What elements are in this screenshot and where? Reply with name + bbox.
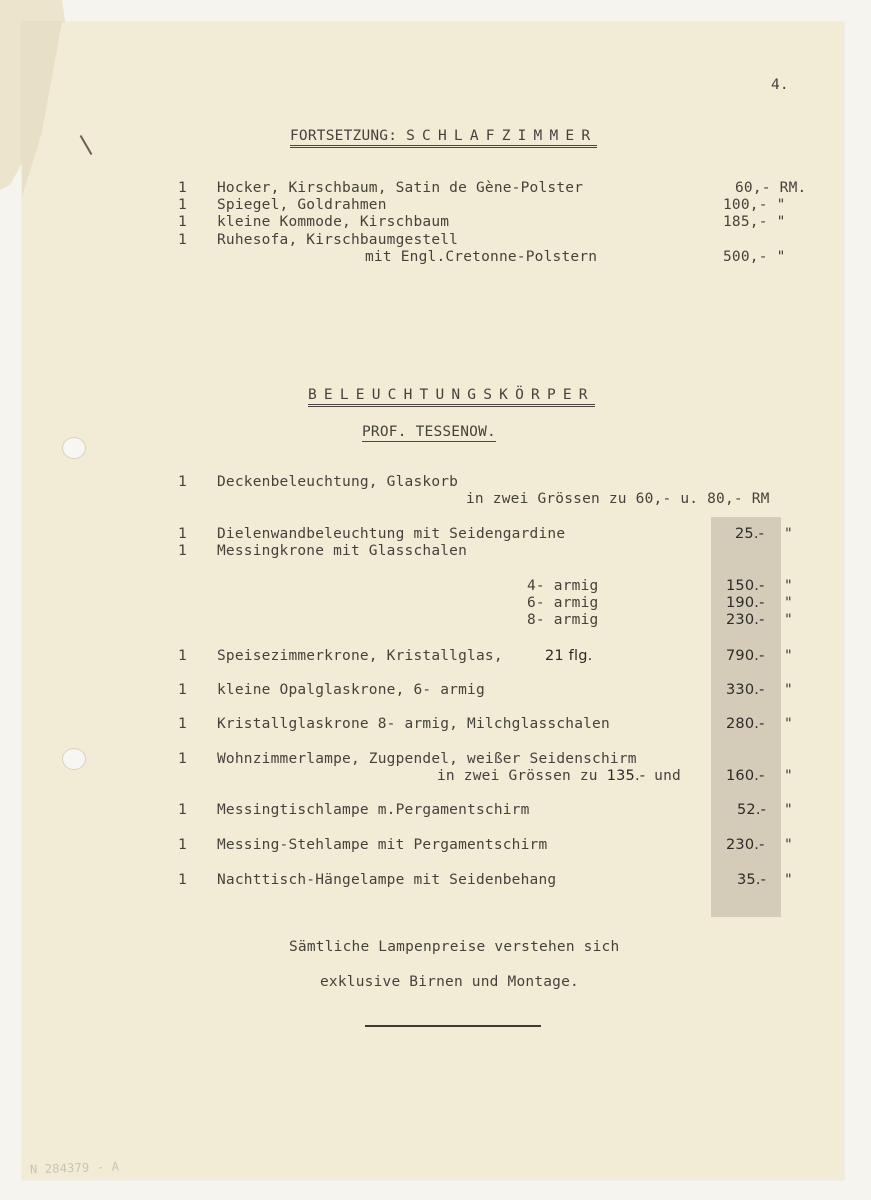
item-qty: 1: [178, 197, 187, 213]
item-price-handwritten: 790.-: [726, 648, 765, 664]
footnote-line-2: exklusive Birnen und Montage.: [320, 974, 579, 990]
punch-hole-bottom: [62, 748, 86, 770]
ink-mark: [80, 135, 93, 155]
item-price: 60,- RM.: [735, 180, 807, 196]
item-price: 100,- ": [723, 197, 786, 213]
item-desc: Hocker, Kirschbaum, Satin de Gène-Polster: [217, 180, 584, 196]
ditto-mark: ": [784, 802, 793, 818]
item-desc: Wohnzimmerlampe, Zugpendel, weißer Seidenschirm: [217, 751, 637, 767]
item-qty: 1: [178, 232, 187, 248]
item-desc: Nachttisch-Hängelampe mit Seidenbehang: [217, 872, 557, 888]
ditto-mark: ": [784, 872, 793, 888]
ditto-mark: ": [784, 578, 793, 594]
item-desc: Ruhesofa, Kirschbaumgestell: [217, 232, 459, 248]
item-qty: 1: [178, 543, 187, 559]
item-qty: 1: [178, 474, 187, 490]
ditto-mark: ": [784, 648, 793, 664]
ditto-mark: ": [784, 768, 793, 784]
item-price-handwritten: 150.-: [726, 578, 765, 594]
variant-label: 6- armig: [527, 595, 599, 611]
item-desc-handwritten: 21 flg.: [545, 648, 593, 664]
item-price-handwritten: 52.-: [737, 802, 767, 818]
variant-label: 4- armig: [527, 578, 599, 594]
section-heading-beleuchtung: BELEUCHTUNGSKÖRPER: [308, 387, 595, 407]
item-price: 500,- ": [723, 249, 786, 265]
item-price-handwritten: 160.-: [726, 768, 765, 784]
item-price: 185,- ": [723, 214, 786, 230]
heading-prefix: FORTSETZUNG:: [290, 128, 398, 144]
item-desc: Deckenbeleuchtung, Glaskorb: [217, 474, 459, 490]
archive-stamp: N 284379 - A: [29, 1159, 120, 1177]
closing-rule: [365, 1025, 541, 1027]
item-desc: Speisezimmerkrone, Kristallglas,: [217, 648, 503, 664]
item-desc-continued: mit Engl.Cretonne-Polstern: [365, 249, 598, 265]
item-qty: 1: [178, 751, 187, 767]
ditto-mark: ": [784, 595, 793, 611]
folded-corner: [22, 22, 82, 202]
footnote-line-1: Sämtliche Lampenpreise verstehen sich: [289, 939, 620, 955]
item-qty: 1: [178, 802, 187, 818]
item-qty: 1: [178, 682, 187, 698]
item-desc: kleine Kommode, Kirschbaum: [217, 214, 450, 230]
variant-label: 8- armig: [527, 612, 599, 628]
ditto-mark: ": [784, 716, 793, 732]
item-qty: 1: [178, 648, 187, 664]
item-qty: 1: [178, 214, 187, 230]
item-desc: Messing-Stehlampe mit Pergamentschirm: [217, 837, 548, 853]
item-price-handwritten: 25.-: [735, 526, 765, 542]
item-price-handwritten: 230.-: [726, 837, 765, 853]
item-desc: Dielenwandbeleuchtung mit Seidengardine: [217, 526, 566, 542]
item-desc: Kristallglaskrone 8- armig, Milchglasschalen: [217, 716, 610, 732]
ditto-mark: ": [784, 837, 793, 853]
item-desc: Spiegel, Goldrahmen: [217, 197, 387, 213]
ditto-mark: ": [784, 526, 793, 542]
item-price-handwritten: 230.-: [726, 612, 765, 628]
item-price-handwritten: 330.-: [726, 682, 765, 698]
ditto-mark: ": [784, 612, 793, 628]
item-qty: 1: [178, 716, 187, 732]
item-desc: kleine Opalglaskrone, 6- armig: [217, 682, 485, 698]
item-desc: Messingtischlampe m.Pergamentschirm: [217, 802, 530, 818]
section-subheading-designer: PROF. TESSENOW.: [362, 424, 496, 440]
item-desc-continued: [437, 768, 681, 784]
section-heading-schlafzimmer: [290, 128, 597, 148]
item-price-handwritten: 280.-: [726, 716, 765, 732]
punch-hole-top: [62, 437, 86, 459]
size-price-handwritten: 135.-: [606, 768, 646, 784]
page-number: 4.: [771, 77, 789, 93]
item-price-handwritten: 190.-: [726, 595, 765, 611]
size-text: in zwei Grössen zu: [437, 768, 598, 784]
item-qty: 1: [178, 526, 187, 542]
heading-title: SCHLAFZIMMER: [406, 128, 598, 144]
ditto-mark: ": [784, 682, 793, 698]
item-qty: 1: [178, 180, 187, 196]
item-price-handwritten: 35.-: [737, 872, 767, 888]
item-desc: Messingkrone mit Glasschalen: [217, 543, 468, 559]
item-qty: 1: [178, 872, 187, 888]
item-qty: 1: [178, 837, 187, 853]
size-conjunction: und: [654, 768, 681, 784]
item-desc-continued: in zwei Grössen zu 60,- u. 80,- RM: [466, 491, 770, 507]
